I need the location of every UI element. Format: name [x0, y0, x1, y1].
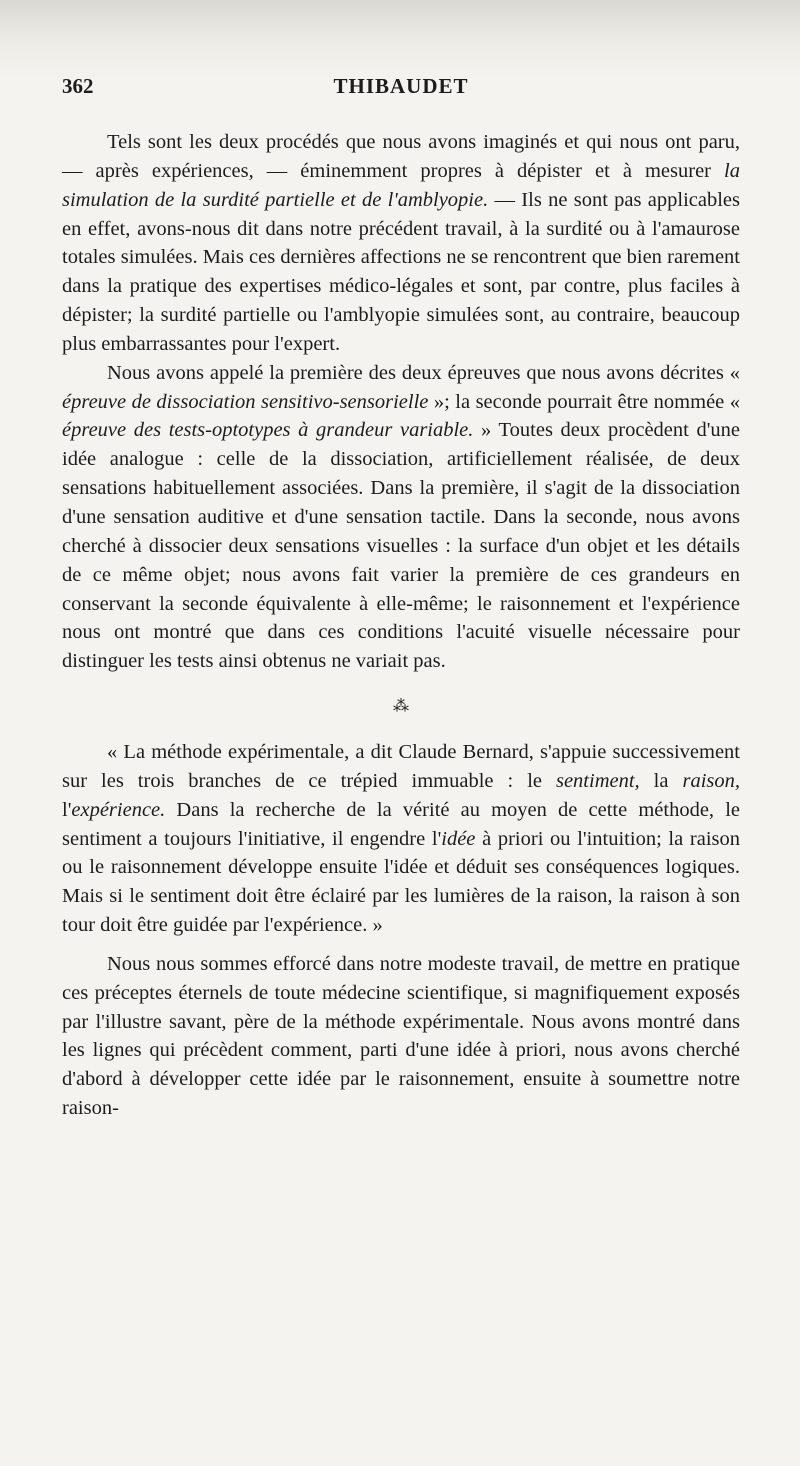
paragraph-1-italic: la simulation de la surdité partielle et de l'amblyopie.: [62, 159, 740, 211]
paragraph-2-text-c: » Toutes deux procèdent d'une idée analogue : celle de la dissociation, artificiellement réalisée, de deux sensations habituellement associées. Dans la première, il s'agit de la dissociation d'une sensation auditive et d'une sensation tactile. Dans la seconde, nous avons cherché à dissocier deux sensations visuelles : la surface d'un objet et les détails de ce même objet; nous avons fait varier la première de ces grandeurs en conservant la seconde équivalente à elle-même; le raisonnement et l'expérience nous ont montré que dans ces conditions l'acuité visuelle nécessaire pour distinguer les tests ainsi obtenus ne variait pas.: [62, 419, 741, 673]
paragraph-1-text-b: — Ils ne sont pas applicables en effet, avons-nous dit dans notre précédent travail, à la surdité ou à l'amaurose totales simulées. Mais ces dernières affections ne se rencontrent que bien rarement dans la pratique des expertises médico-légales et sont, par contre, plus faciles à dépister; la surdité partielle ou l'amblyopie simulées sont, au contraire, beaucoup plus embarrassantes pour l'expert.: [62, 188, 740, 355]
page-header: [62, 74, 740, 104]
paragraph-2: [62, 359, 740, 676]
paragraph-2-italic-a: épreuve de dissociation sensitivo-sensorielle: [62, 390, 429, 413]
quote-text-d: Dans la recherche de la vérité au moyen de cette méthode, le sentiment a toujours l'initiative, il engendre l': [62, 798, 740, 850]
paragraph-1-text-a: Tels sont les deux procédés que nous avons imaginés et qui nous ont paru, — après expériences, — éminemment propres à dépister et à mesurer: [62, 131, 740, 182]
paragraph-2-text-b: »; la seconde pourrait être nommée «: [428, 390, 740, 413]
quotation-paragraph: [62, 738, 740, 940]
closing-paragraph: Nous nous sommes efforcé dans notre modeste travail, de mettre en pratique ces préceptes éternels de toute médecine scientifique, si magnifiquement exposés par l'illustre savant, père de la méthode expérimentale. Nous avons montré dans les lignes qui précèdent comment, parti d'une idée à priori, nous avons cherché d'abord à développer cette idée par le raisonnement, ensuite à soumettre notre raison-: [62, 952, 740, 1120]
running-title: THIBAUDET: [333, 74, 469, 98]
quote-italic-raison: raison,: [682, 769, 740, 792]
quote-italic-experience: expérience.: [71, 798, 166, 821]
quote-italic-sentiment: sentiment,: [555, 769, 640, 792]
paragraph-2-italic-b: épreuve des tests-optotypes à grandeur variable.: [62, 419, 474, 442]
quote-italic-idee: idée: [441, 827, 476, 850]
quote-text-e: à priori ou l'intuition; la raison ou le raisonnement développe ensuite l'idée et déduit ses conséquences logiques. Mais si le sentiment doit être éclairé par les lumières de la raison, la raison à son tour doit être guidée par l'expérience. »: [62, 827, 740, 937]
page-number: 362: [62, 74, 94, 98]
asterism-separator: ⁂: [393, 698, 409, 716]
paragraph-2-text-a: Nous avons appelé la première des deux épreuves que nous avons décrites «: [107, 361, 740, 384]
page-body: [62, 128, 740, 1123]
paragraph-1: [62, 128, 740, 359]
quote-text-c: l': [62, 798, 72, 821]
quote-text-b: la: [639, 769, 683, 792]
quote-text-a: « La méthode expérimentale, a dit Claude Bernard, s'appuie successivement sur les trois branches de ce trépied immuable : le: [62, 741, 740, 792]
